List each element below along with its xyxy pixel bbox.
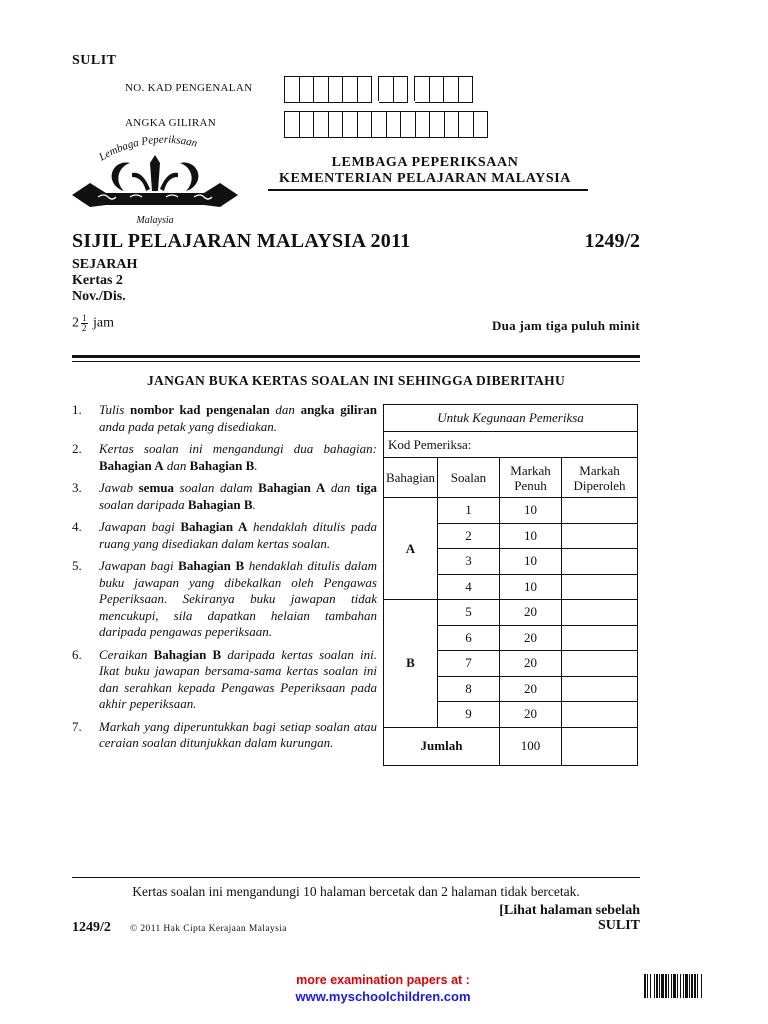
footer-sulit-label: SULIT [597, 918, 640, 933]
question-number: 5 [438, 600, 500, 626]
header-markah-penuh: Markah Penuh [500, 458, 562, 498]
svg-text:Lembaga Peperiksaan [96, 134, 199, 164]
exam-title: SIJIL PELAJARAN MALAYSIA 2011 [72, 230, 411, 252]
full-marks: 20 [500, 651, 562, 677]
instruction-text: Kertas soalan ini mengandungi dua bahagian: Bahagian A dan Bahagian B. [99, 441, 377, 473]
see-next-page: [Lihat halaman sebelah [499, 903, 640, 918]
barcode-icon [644, 974, 732, 998]
instruction-text: Jawapan bagi Bahagian A hendaklah ditulis pada ruang yang disediakan dalam kertas soalan. [99, 519, 377, 551]
section-b-cell: B [384, 600, 438, 728]
footer-paper-code: 1249/2 [72, 920, 111, 935]
question-number: 1 [438, 498, 500, 524]
board-line-2: KEMENTERIAN PELAJARAN MALAYSIA [278, 171, 572, 186]
header-bahagian: Bahagian [384, 458, 438, 498]
total-label: Jumlah [384, 727, 500, 765]
board-logo [70, 133, 240, 228]
full-marks: 10 [500, 523, 562, 549]
instruction-item [72, 719, 377, 752]
full-marks: 20 [500, 702, 562, 728]
examiner-table-caption: Untuk Kegunaan Pemeriksa [384, 405, 638, 432]
ic-number-boxes[interactable] [284, 76, 473, 103]
question-number: 3 [438, 549, 500, 575]
question-number: 7 [438, 651, 500, 677]
marks-obtained-cell[interactable] [562, 523, 638, 549]
instruction-number: 4. [72, 519, 82, 534]
question-number: 9 [438, 702, 500, 728]
question-number: 4 [438, 574, 500, 600]
instruction-item [72, 647, 377, 713]
question-number: 8 [438, 676, 500, 702]
instruction-number: 3. [72, 480, 82, 495]
header-markah-diperoleh: Markah Diperoleh [562, 458, 638, 498]
instruction-text: Jawapan bagi Bahagian B hendaklah ditulis dalam buku jawapan yang dibekalkan oleh Pengawas Peperiksaan. Sekiranya buku jawapan tidak mencukupi, sila dapatkan helaian tambahan daripada pengawas peperiksaan. [99, 558, 377, 639]
total-full-marks: 100 [500, 727, 562, 765]
instruction-item [72, 441, 377, 474]
instruction-number: 2. [72, 441, 82, 456]
paper-number: Kertas 2 [72, 273, 123, 288]
instruction-text: Markah yang diperuntukkan bagi setiap soalan atau ceraian soalan ditunjukkan dalam kurungan. [99, 718, 377, 750]
duration-whole: 2 [72, 315, 79, 331]
marks-obtained-cell[interactable] [562, 702, 638, 728]
instruction-number: 1. [72, 402, 82, 417]
header-soalan: Soalan [438, 458, 500, 498]
marks-obtained-cell[interactable] [562, 625, 638, 651]
instruction-item [72, 519, 377, 552]
turn-number-label: ANGKA GILIRAN [125, 117, 216, 129]
duration-words: Dua jam tiga puluh minit [491, 318, 640, 333]
header-rule-thin [72, 361, 640, 362]
exam-session: Nov./Dis. [72, 289, 126, 304]
section-a-cell: A [384, 498, 438, 600]
subject-name: SEJARAH [72, 257, 138, 272]
instruction-item [72, 558, 377, 641]
ic-number-label: NO. KAD PENGENALAN [125, 82, 253, 94]
full-marks: 10 [500, 549, 562, 575]
duration-fraction: $\frac{1}{2}$ [82, 313, 87, 333]
turn-number-boxes[interactable] [284, 111, 488, 138]
instruction-text: Jawab semua soalan dalam Bahagian A dan tiga soalan daripada Bahagian B. [99, 480, 378, 512]
do-not-open-warning: JANGAN BUKA KERTAS SOALAN INI SEHINGGA DIBERITAHU [146, 373, 566, 388]
full-marks: 20 [500, 676, 562, 702]
instruction-item [72, 480, 377, 513]
duration-unit: jam [93, 315, 114, 331]
promo-link[interactable]: www.myschoolchildren.com [295, 989, 471, 1004]
question-number: 6 [438, 625, 500, 651]
question-number: 2 [438, 523, 500, 549]
examiner-code-field[interactable]: Kod Pemeriksa: [384, 432, 638, 458]
instructions-list [72, 402, 377, 758]
exam-board [260, 155, 590, 187]
instruction-number: 7. [72, 718, 82, 734]
instruction-text: Tulis nombor kad pengenalan dan angka giliran anda pada petak yang disediakan. [99, 402, 378, 434]
board-line-1: LEMBAGA PEPERIKSAAN [331, 155, 519, 170]
logo-arc-text: Lembaga Peperiksaan [97, 133, 199, 164]
marks-obtained-cell[interactable] [562, 676, 638, 702]
total-obtained-cell[interactable] [562, 727, 638, 765]
instruction-number: 5. [72, 558, 82, 573]
board-underline [268, 189, 588, 191]
paper-code: 1249/2 [584, 230, 640, 252]
logo-bottom-text: Malaysia [136, 215, 174, 226]
promo-text: more examination papers at : [296, 973, 470, 987]
full-marks: 10 [500, 574, 562, 600]
footer-rule [72, 877, 640, 878]
marks-obtained-cell[interactable] [562, 549, 638, 575]
instruction-text: Ceraikan Bahagian B daripada kertas soalan ini. Ikat buku jawapan bersama-sama kertas soalan ini dan serahkan kepada Pengawas Peperiksaan pada akhir peperiksaan. [99, 646, 378, 711]
full-marks: 20 [500, 600, 562, 626]
instruction-number: 6. [72, 646, 82, 662]
examiner-table [383, 404, 638, 766]
copyright-notice: © 2011 Hak Cipta Kerajaan Malaysia [130, 924, 287, 934]
full-marks: 10 [500, 498, 562, 524]
header-rule-thick [72, 355, 640, 358]
exam-duration [72, 314, 114, 333]
instruction-item [72, 402, 377, 435]
marks-obtained-cell[interactable] [562, 600, 638, 626]
marks-obtained-cell[interactable] [562, 574, 638, 600]
marks-obtained-cell[interactable] [562, 651, 638, 677]
full-marks: 20 [500, 625, 562, 651]
page-count-note: Kertas soalan ini mengandungi 10 halaman bercetak dan 2 halaman tidak bercetak. [132, 884, 580, 899]
marks-obtained-cell[interactable] [562, 498, 638, 524]
sulit-label: SULIT [72, 53, 117, 68]
